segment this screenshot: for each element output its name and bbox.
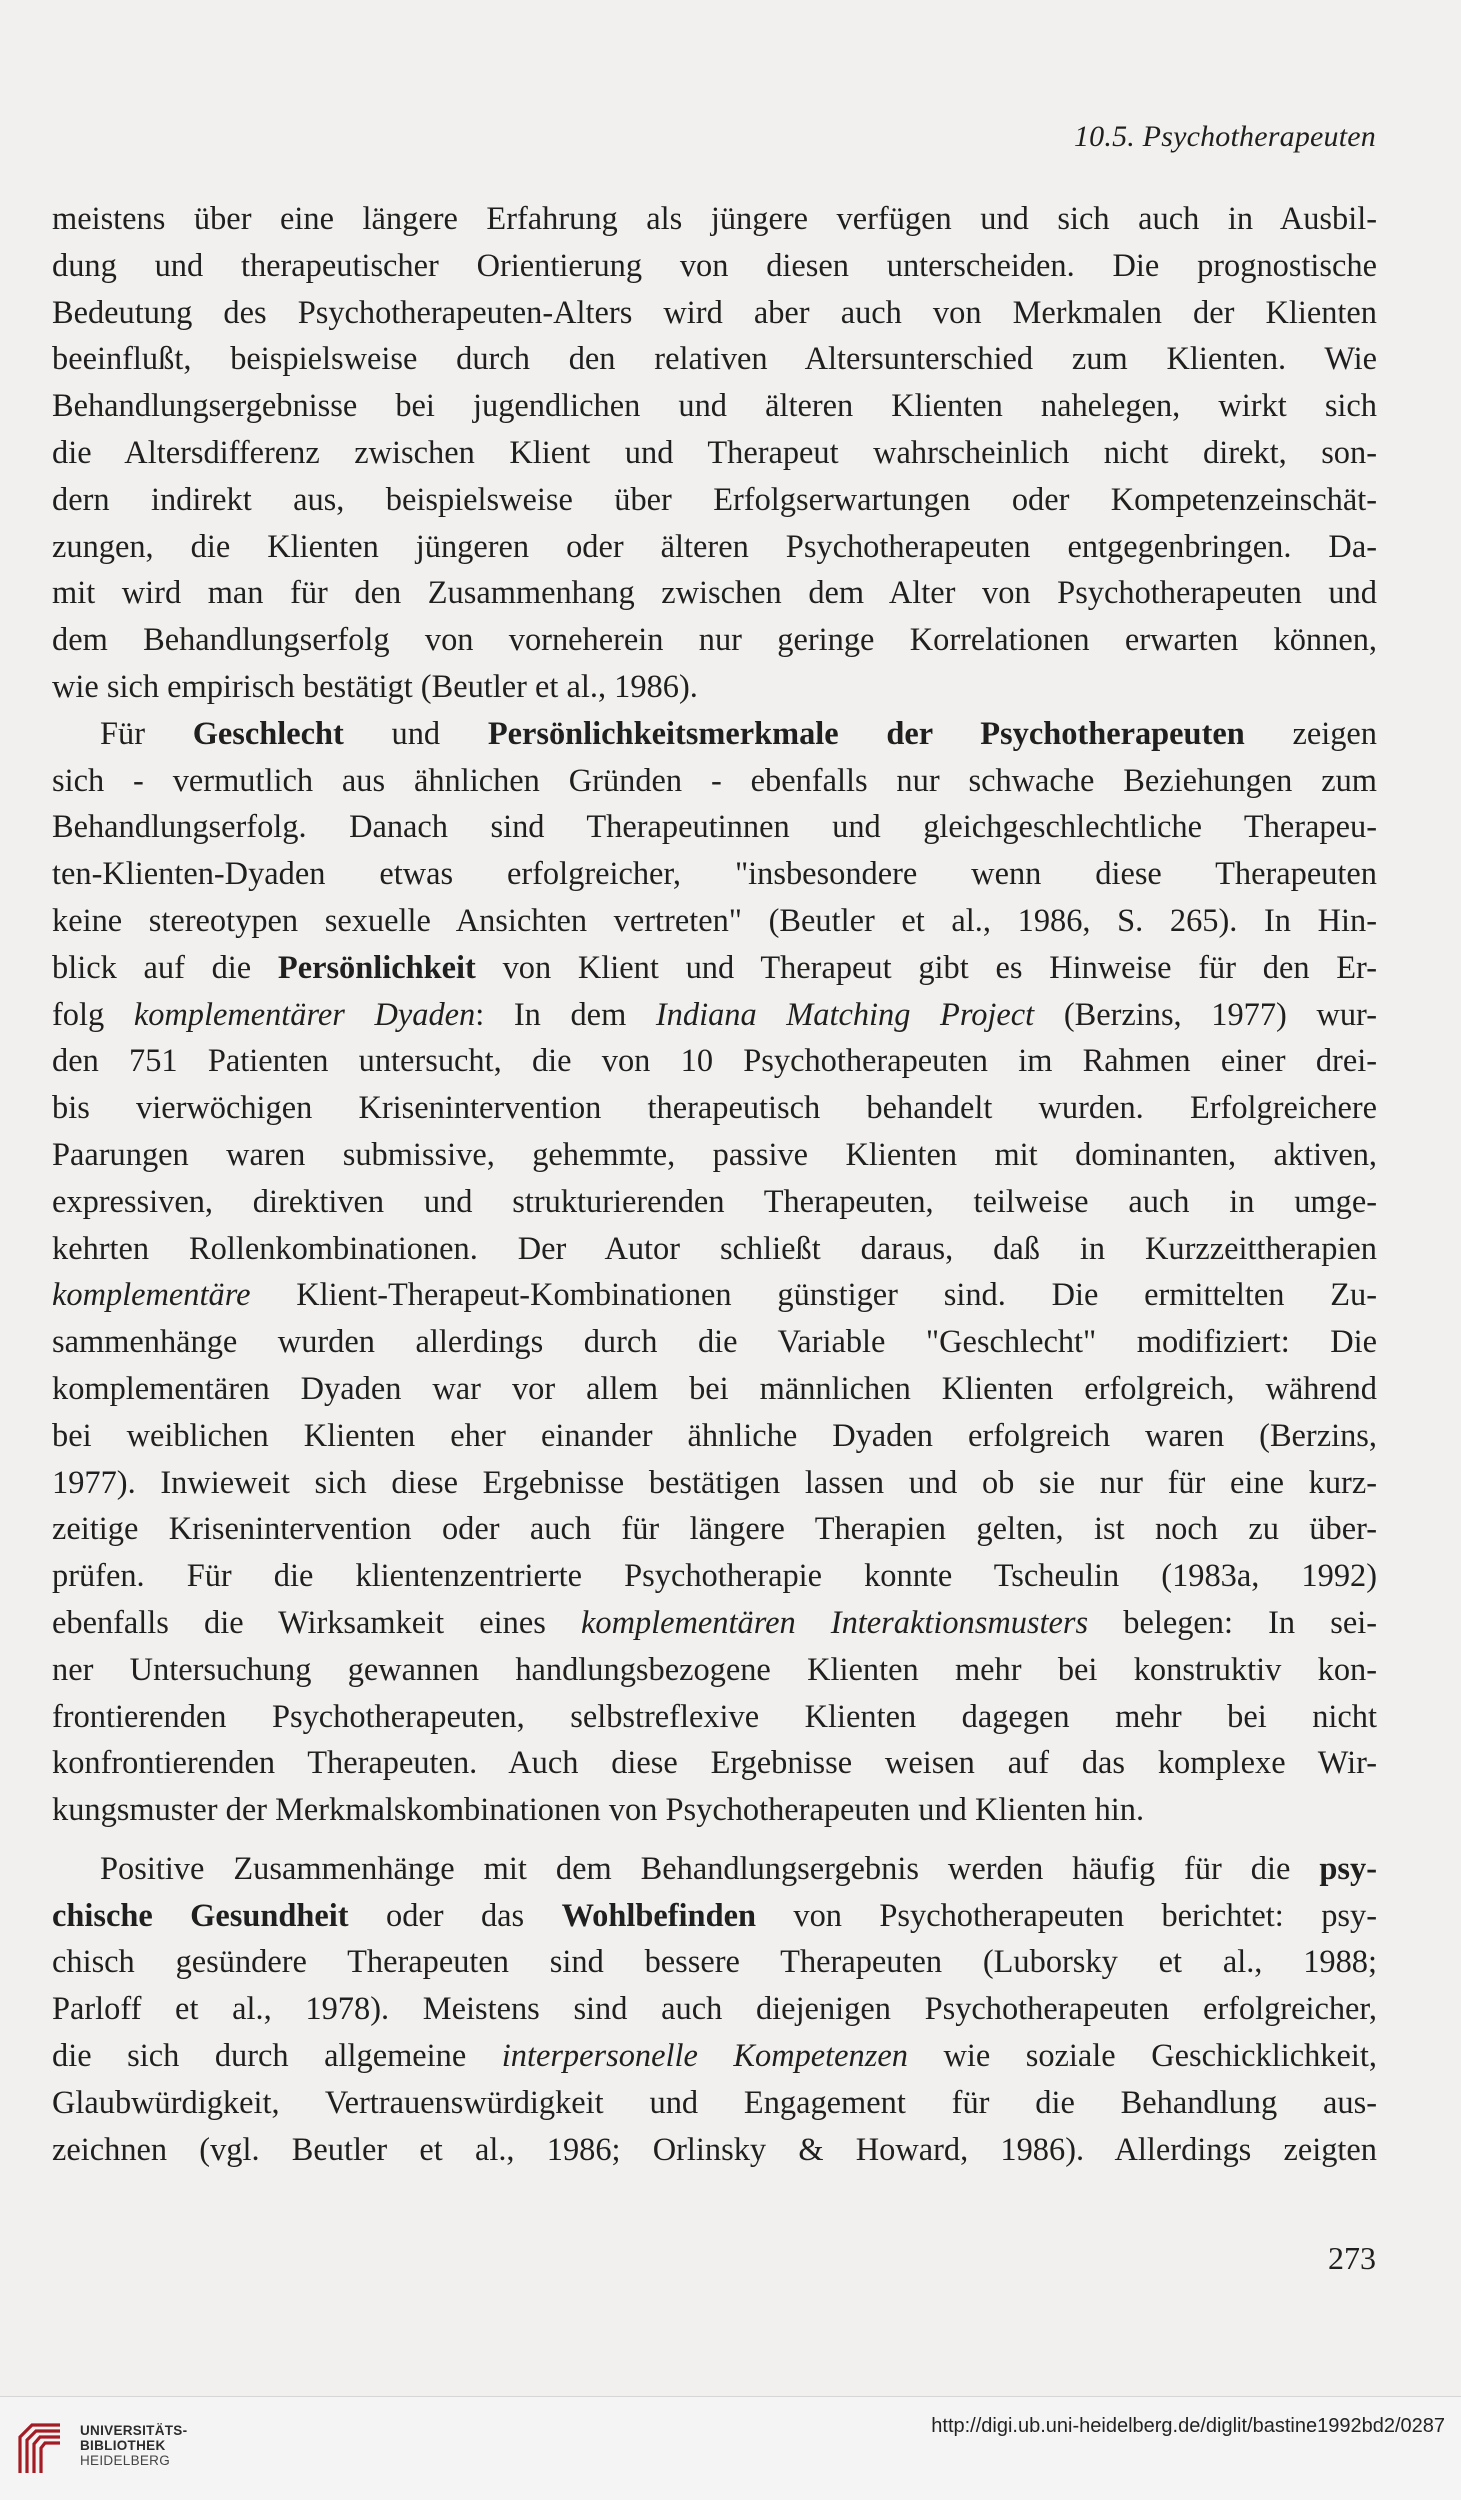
- page-number: 273: [1328, 2240, 1376, 2276]
- permalink-url[interactable]: http://digi.ub.uni-heidelberg.de/diglit/bastine1992bd2/0287: [931, 2415, 1445, 2437]
- text-segment: wie sich empirisch bestätigt (Beutler et al., 1986).: [52, 668, 698, 705]
- library-name-line: BIBLIOTHEK: [80, 2438, 166, 2453]
- text-segment: mit wird man für den Zusammenhang zwischen dem Alter von Psychotherapeuten und: [52, 575, 1377, 612]
- text-line: [52, 1413, 1377, 1460]
- italic-term: interpersonelle Kompetenzen: [501, 2038, 908, 2075]
- text-segment: sammenhänge wurden allerdings durch die Variable "Geschlecht" modifiziert: Die: [52, 1324, 1377, 1361]
- running-head: 10.5. Psychotherapeuten: [1073, 120, 1376, 153]
- text-segment: Bedeutung des Psychotherapeuten-Alters wird aber auch von Merkmalen der Klienten: [52, 294, 1377, 331]
- university-library-logo-icon: [14, 2417, 66, 2477]
- text-segment: (Berzins, 1977) wur-: [1034, 996, 1377, 1033]
- body-text: [52, 196, 1377, 2173]
- text-line: [52, 430, 1377, 477]
- text-segment: Behandlungserfolg. Danach sind Therapeutinnen und gleichgeschlechtliche Therapeu-: [52, 809, 1377, 846]
- text-segment: und: [343, 715, 488, 752]
- text-line: [52, 1986, 1377, 2033]
- text-segment: beeinflußt, beispielsweise durch den relativen Altersunterschied zum Klienten. Wie: [52, 341, 1377, 378]
- text-line: [52, 2033, 1377, 2080]
- text-line: [52, 1553, 1377, 1600]
- viewer-footer: [0, 2396, 1461, 2500]
- text-line: [52, 1939, 1377, 1986]
- text-segment: die sich durch allgemeine: [52, 2038, 502, 2075]
- text-line: [52, 1366, 1377, 1413]
- text-line: [52, 1272, 1377, 1319]
- text-line: [52, 1600, 1377, 1647]
- text-line: [52, 1319, 1377, 1366]
- italic-term: komplementärer Dyaden: [133, 996, 476, 1033]
- text-segment: belegen: In sei-: [1088, 1604, 1377, 1641]
- text-line: [52, 898, 1377, 945]
- text-line: [52, 1893, 1377, 1940]
- text-segment: Parloff et al., 1978). Meistens sind auch diejenigen Psychotherapeuten erfolgreicher,: [52, 1991, 1377, 2028]
- text-segment: zeigen: [1244, 715, 1377, 752]
- text-segment: meistens über eine längere Erfahrung als jüngere verfügen und sich auch in Ausbil-: [52, 201, 1377, 237]
- text-line: [52, 1226, 1377, 1273]
- text-segment: dern indirekt aus, beispielsweise über Erfolgserwartungen oder Kompetenzeinschät-: [52, 481, 1377, 518]
- text-segment: prüfen. Für die klientenzentrierte Psychotherapie konnte Tscheulin (1983a, 1992): [52, 1558, 1377, 1595]
- text-segment: Klient-Therapeut-Kombinationen günstiger sind. Die ermittelten Zu-: [250, 1277, 1377, 1314]
- text-line: [52, 992, 1377, 1039]
- text-line: [52, 804, 1377, 851]
- italic-term: Indiana Matching Project: [655, 996, 1035, 1033]
- text-line: [52, 758, 1377, 805]
- text-segment: sich - vermutlich aus ähnlichen Gründen - ebenfalls nur schwache Beziehungen zum: [52, 762, 1377, 799]
- bold-term: Persönlichkeit: [277, 949, 476, 986]
- text-segment: Glaubwürdigkeit, Vertrauenswürdigkeit und Engagement für die Behandlung aus-: [52, 2084, 1377, 2121]
- text-line: [52, 290, 1377, 337]
- text-segment: Positive Zusammenhänge mit dem Behandlungsergebnis werden häufig für die: [100, 1850, 1320, 1887]
- text-segment: Behandlungsergebnisse bei jugendlichen und älteren Klienten nahelegen, wirkt sich: [52, 388, 1377, 425]
- text-segment: ner Untersuchung gewannen handlungsbezogene Klienten mehr bei konstruktiv kon-: [52, 1651, 1377, 1688]
- text-line: [52, 1846, 1377, 1893]
- library-name-line: UNIVERSITÄTS-: [80, 2423, 188, 2438]
- text-segment: 1977). Inwieweit sich diese Ergebnisse bestätigen lassen und ob sie nur für eine kurz-: [52, 1464, 1377, 1501]
- text-line: [52, 477, 1377, 524]
- text-segment: bei weiblichen Klienten eher einander ähnliche Dyaden erfolgreich waren (Berzins,: [52, 1417, 1377, 1454]
- text-segment: ten-Klienten-Dyaden etwas erfolgreicher, "insbesondere wenn diese Therapeuten: [52, 856, 1377, 893]
- text-segment: den 751 Patienten untersucht, die von 10 Psychotherapeuten im Rahmen einer drei-: [52, 1043, 1377, 1080]
- text-line: [52, 1787, 1377, 1834]
- text-line: [52, 1085, 1377, 1132]
- text-line: [52, 1647, 1377, 1694]
- text-segment: zeitige Krisenintervention oder auch für längere Therapien gelten, ist noch zu über-: [52, 1511, 1377, 1548]
- text-line: [52, 570, 1377, 617]
- text-segment: zungen, die Klienten jüngeren oder älteren Psychotherapeuten entgegenbringen. Da-: [52, 528, 1377, 565]
- text-segment: von Psychotherapeuten berichtet: psy-: [755, 1897, 1377, 1934]
- text-line: [52, 1179, 1377, 1226]
- text-segment: zeichnen (vgl. Beutler et al., 1986; Orlinsky & Howard, 1986). Allerdings zeigten: [52, 2131, 1377, 2168]
- bold-term: Persönlichkeitsmerkmale der Psychotherapeuten: [487, 715, 1245, 752]
- text-segment: kehrten Rollenkombinationen. Der Autor schließt daraus, daß in Kurzzeittherapien: [52, 1230, 1377, 1267]
- text-segment: Für: [100, 715, 193, 752]
- text-line: [52, 1132, 1377, 1179]
- text-segment: expressiven, direktiven und strukturierenden Therapeuten, teilweise auch in umge-: [52, 1183, 1377, 1220]
- text-line: [52, 336, 1377, 383]
- text-line: [52, 2127, 1377, 2174]
- text-line: [52, 383, 1377, 430]
- italic-term: komplementäre: [52, 1277, 251, 1314]
- text-segment: ebenfalls die Wirksamkeit eines: [52, 1604, 581, 1641]
- text-line: [52, 196, 1377, 243]
- text-line: [52, 945, 1377, 992]
- text-segment: Paarungen waren submissive, gehemmte, passive Klienten mit dominanten, aktiven,: [52, 1136, 1377, 1173]
- text-segment: bis vierwöchigen Krisenintervention therapeutisch behandelt wurden. Erfolgreichere: [52, 1090, 1377, 1127]
- library-name-line: HEIDELBERG: [80, 2453, 171, 2468]
- text-line: [52, 1740, 1377, 1787]
- text-line: [52, 1038, 1377, 1085]
- bold-term: Geschlecht: [192, 715, 344, 752]
- text-line: [52, 1506, 1377, 1553]
- text-segment: : In dem: [475, 996, 656, 1033]
- text-line: [52, 664, 1377, 711]
- text-line: [52, 524, 1377, 571]
- text-line: [52, 851, 1377, 898]
- library-name: [80, 2423, 187, 2468]
- text-line: [52, 711, 1377, 758]
- text-segment: komplementären Dyaden war vor allem bei männlichen Klienten erfolgreich, während: [52, 1370, 1377, 1407]
- text-segment: dung und therapeutischer Orientierung von diesen unterscheiden. Die prognostische: [52, 247, 1377, 284]
- text-segment: wie soziale Geschicklichkeit,: [907, 2038, 1377, 2075]
- text-segment: konfrontierenden Therapeuten. Auch diese Ergebnisse weisen auf das komplexe Wir-: [52, 1745, 1377, 1782]
- text-segment: dem Behandlungserfolg von vorneherein nur geringe Korrelationen erwarten können,: [52, 622, 1377, 659]
- text-segment: von Klient und Therapeut gibt es Hinweise für den Er-: [475, 949, 1377, 986]
- text-line: [52, 1460, 1377, 1507]
- text-segment: blick auf die: [52, 949, 278, 986]
- italic-term: komplementären Interaktionsmusters: [581, 1604, 1089, 1641]
- text-line: [52, 617, 1377, 664]
- text-line: [52, 1694, 1377, 1741]
- text-segment: die Altersdifferenz zwischen Klient und Therapeut wahrscheinlich nicht direkt, son-: [52, 434, 1377, 471]
- bold-term: psy-: [1319, 1850, 1377, 1887]
- text-line: [52, 243, 1377, 290]
- text-segment: oder das: [348, 1897, 562, 1934]
- text-line: [52, 2080, 1377, 2127]
- bold-term: chische Gesundheit: [52, 1897, 349, 1934]
- bold-term: Wohlbefinden: [561, 1897, 756, 1934]
- text-segment: chisch gesündere Therapeuten sind bessere Therapeuten (Luborsky et al., 1988;: [52, 1944, 1377, 1981]
- text-segment: folg: [52, 996, 134, 1033]
- text-segment: frontierenden Psychotherapeuten, selbstreflexive Klienten dagegen mehr bei nicht: [52, 1698, 1377, 1735]
- text-segment: kungsmuster der Merkmalskombinationen von Psychotherapeuten und Klienten hin.: [52, 1792, 1145, 1829]
- text-segment: keine stereotypen sexuelle Ansichten vertreten" (Beutler et al., 1986, S. 265). In Hin-: [52, 902, 1377, 939]
